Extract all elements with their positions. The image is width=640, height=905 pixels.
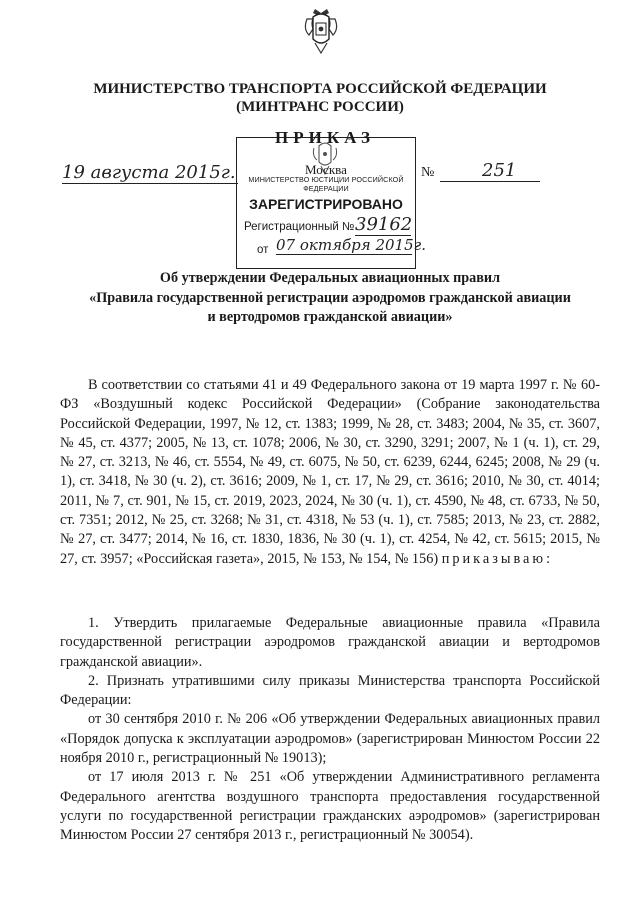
order-title-line1: Об утверждении Федеральных авиационных правил	[159, 270, 501, 286]
ministry-name: МИНИСТЕРСТВО ТРАНСПОРТА РОССИЙСКОЙ ФЕДЕРАЦИИ	[93, 81, 547, 97]
stamp-registered: ЗАРЕГИСТРИРОВАНО	[249, 196, 403, 212]
order-title-line2: «Правила государственной регистрации аэродромов гражданской авиации	[89, 290, 571, 306]
ministry-abbreviation: (МИНТРАНС РОССИИ)	[236, 99, 404, 115]
item-2b: от 17 июля 2013 г. № 251 «Об утверждении Административного регламента Федерального агентства воздушного транспорта предоставления государственной услуги по государственной регистрации гражданских аэродромов» (зарегистрирован Минюстом России 27 сентября 2013 г., регистрационный № 30054).	[60, 769, 600, 844]
preamble	[60, 376, 600, 569]
order-items	[60, 614, 600, 846]
stamp-ministry-name: МИНИСТЕРСТВО ЮСТИЦИИ РОССИЙСКОЙ ФЕДЕРАЦИИ	[248, 175, 404, 193]
order-city: Москва	[305, 162, 347, 177]
prikazyvayu: приказываю:	[441, 550, 554, 567]
stamp-date-prefix: от	[257, 244, 269, 256]
item-2: 2. Признать утратившими силу приказы Министерства транспорта Российской Федерации:	[60, 672, 600, 709]
order-number: 251	[440, 160, 540, 182]
stamp-reg-number: 39162	[355, 214, 413, 235]
preamble-text: В соответствии со статьями 41 и 49 Федерального закона от 19 марта 1997 г. № 60-ФЗ «Воздушный кодекс Российской Федерации» (Собрание законодательства Российской Федерации, 1997, № 12, ст. 1383; 1999, № 28, ст. 3483; 2004, № 35, ст. 3607, № 45, ст. 4377; 2005, № 13, ст. 1078; 2006, № 30, ст. 3290, 3291; 2007, № 1 (ч. 1), ст. 29, № 27, ст. 3213, № 46, ст. 5554, № 49, ст. 6075, № 50, ст. 6239, 6244, 6245; 2008, № 29 (ч. 1), ст. 3418, № 30 (ч. 2), ст. 3616; 2009, № 1, ст. 17, № 29, ст. 3616; 2010, № 30, ст. 4014; 2011, № 7, ст. 901, № 15, ст. 2019, 2023, 2024, № 30 (ч. 1), ст. 4590, № 48, ст. 6733, № 50, ст. 7351; 2012, № 25, ст. 3268; № 31, ст. 4318, № 53 (ч. 1), ст. 7585; 2013, № 23, ст. 2882, № 27, ст. 3477; 2014, № 16, ст. 1830, 1836, № 30 (ч. 1), ст. 4254, № 42, ст. 5615; 2015, № 27, ст. 3957; «Российская газета», 2015, № 153, № 154, № 156)	[60, 377, 600, 567]
item-2a: от 30 сентября 2010 г. № 206 «Об утверждении Федеральных авиационных правил «Порядок допуска к эксплуатации аэродромов» (зарегистрирован Минюстом России 22 ноября 2010 г., регистрационный № 19013);	[60, 711, 600, 767]
item-1: 1. Утвердить прилагаемые Федеральные авиационные правила «Правила государственной регистрации аэродромов гражданской авиации и вертодромов гражданской авиации».	[60, 615, 600, 670]
stamp-date-value: 07 октября 2015г.	[276, 236, 426, 254]
order-number-label: №	[421, 165, 435, 180]
order-word: ПРИКАЗ	[275, 128, 375, 147]
stamp-reg-label: Регистрационный №	[244, 221, 355, 233]
order-title-line3: и вертодромов гражданской авиации»	[207, 309, 453, 325]
coat-of-arms-icon	[301, 7, 341, 57]
order-date: 19 августа 2015г.	[62, 162, 238, 184]
